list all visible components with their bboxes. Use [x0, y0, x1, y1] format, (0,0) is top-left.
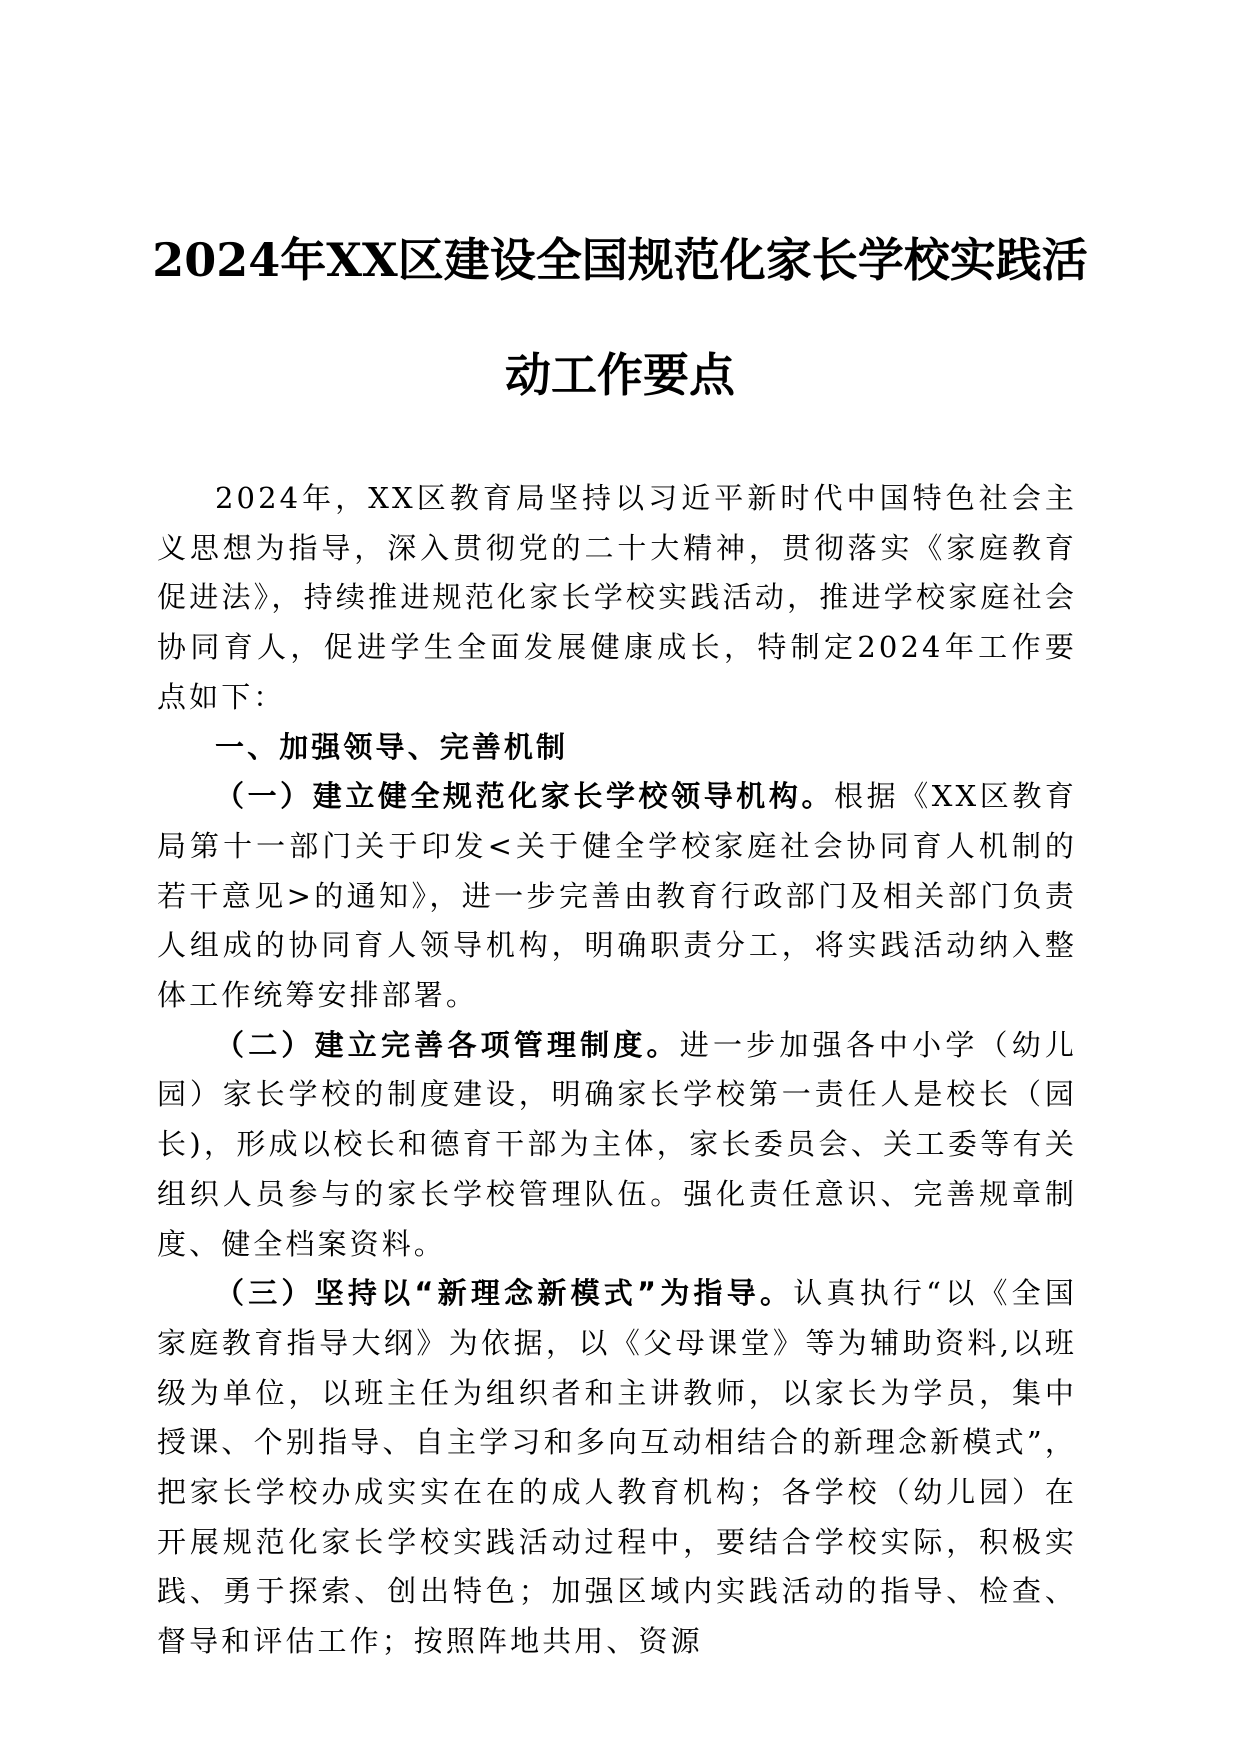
document-body: [157, 474, 1077, 1667]
item-paragraph-1: [157, 772, 1077, 1021]
item-lead-3: （三）坚持以“新理念新模式”为指导。: [215, 1276, 794, 1311]
item-paragraph-2: [157, 1021, 1077, 1270]
intro-paragraph: 2024年，XX区教育局坚持以习近平新时代中国特色社会主义思想为指导，深入贯彻党的二十大精神，贯彻落实《家庭教育促进法》，持续推进规范化家长学校实践活动，推进学校家庭社会协同育人，促进学生全面发展健康成长，特制定2024年工作要点如下：: [157, 481, 1077, 714]
document-title-line-2: 动工作要点: [505, 348, 735, 402]
section-heading-1: 一、加强领导、完善机制: [215, 729, 569, 764]
document-title-line-1: 2024年XX区建设全国规范化家长学校实践活: [152, 233, 1088, 287]
item-paragraph-3: [157, 1269, 1077, 1667]
item-lead-1: （一）建立健全规范化家长学校领导机构。: [215, 779, 835, 814]
item-text-1: 根据《XX区教育局第十一部门关于印发<关于健全学校家庭社会协同育人机制的若干意见>的通知》，进一步完善由教育行政部门及相关部门负责人组成的协同育人领导机构，明确职责分工，将实践活动纳入整体工作统筹安排部署。: [157, 779, 1078, 1013]
item-text-2: 进一步加强各中小学（幼儿园）家长学校的制度建设，明确家长学校第一责任人是校长（园长)，形成以校长和德育干部为主体，家长委员会、关工委等有关组织人员参与的家长学校管理队伍。强化责任意识、完善规章制度、健全档案资料。: [157, 1027, 1078, 1261]
item-text-3: 认真执行“以《全国家庭教育指导大纲》为依据，以《父母课堂》等为辅助资料,以班级为单位，以班主任为组织者和主讲教师，以家长为学员，集中授课、个别指导、自主学习和多向互动相结合的新理念新模式”，把家长学校办成实实在在的成人教育机构；各学校（幼儿园）在开展规范化家长学校实践活动过程中，要结合学校实际，积极实践、勇于探索、创出特色；加强区域内实践活动的指导、检查、督导和评估工作；按照阵地共用、资源: [157, 1276, 1078, 1659]
item-lead-2: （二）建立完善各项管理制度。: [215, 1027, 680, 1062]
